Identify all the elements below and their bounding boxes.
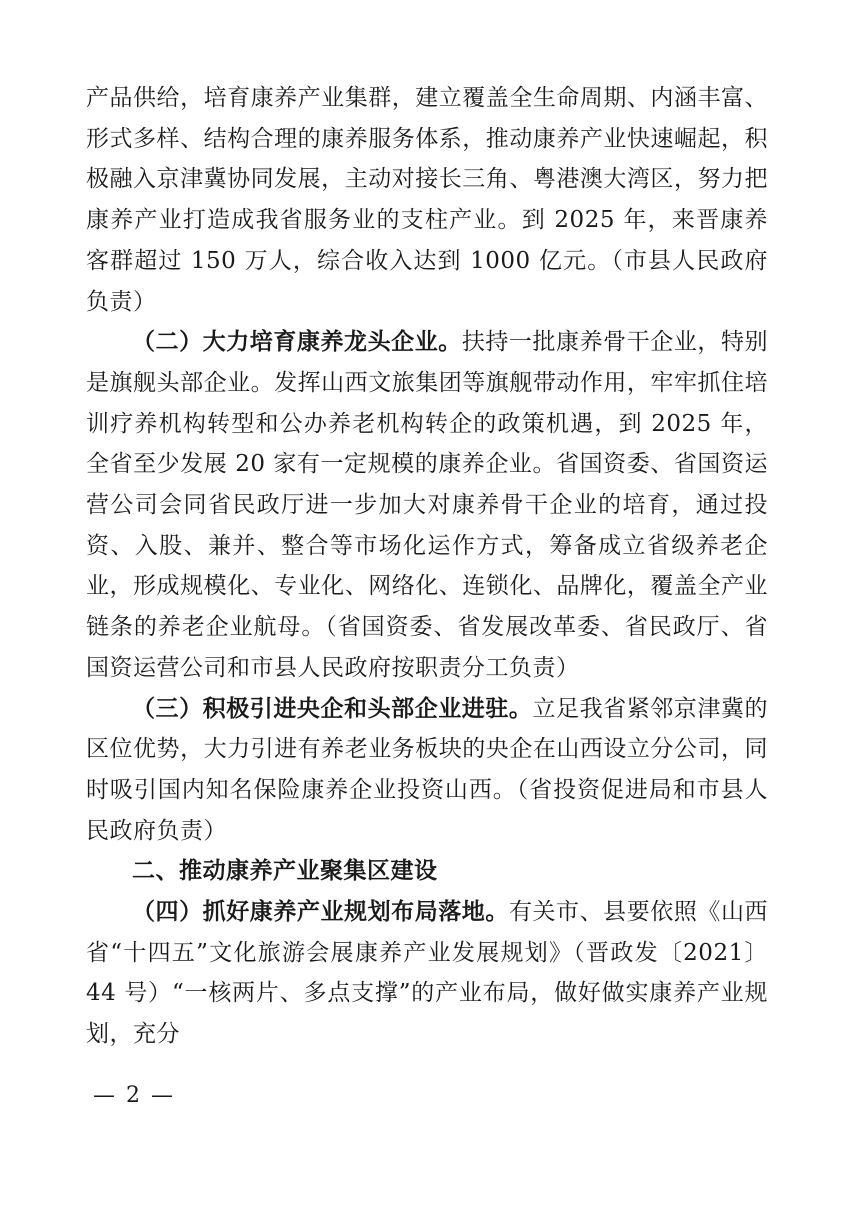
paragraph-4 bbox=[86, 892, 768, 1055]
paragraph-4-lead: （四）抓好康养产业规划布局落地。 bbox=[132, 899, 509, 926]
paragraph-2-text: 扶持一批康养骨干企业，特别是旗舰头部企业。发挥山西文旅集团等旗舰带动作用，牢牢抓住培训疗养机构转型和公办养老机构转企的政策机遇，到 2025 年，全省至少发展 20 家有一定规模的康养企业。省国资委、省国资运营公司会同省民政厅进一步加大对康养骨干企业的培育，通过投资、入股、兼并、整合等市场化运作方式，筹备成立省级养老企业，形成规模化、专业化、网络化、连锁化、品牌化，覆盖全产业链条的养老企业航母。（省国资委、省发展改革委、省民政厅、省国资运营公司和市县人民政府按职责分工负责） bbox=[86, 329, 769, 681]
paragraph-1-text: 产品供给，培育康养产业集群，建立覆盖全生命周期、内涵丰富、形式多样、结构合理的康养服务体系，推动康养产业快速崛起，积极融入京津冀协同发展，主动对接长三角、粤港澳大湾区，努力把康养产业打造成我省服务业的支柱产业。到 2025 年，来晋康养客群超过 150 万人，综合收入达到 1000 亿元。（市县人民政府负责） bbox=[86, 85, 768, 315]
paragraph-3 bbox=[86, 689, 768, 852]
document-body bbox=[86, 78, 768, 1055]
paragraph-3-lead: （三）积极引进央企和头部企业进驻。 bbox=[132, 695, 533, 722]
paragraph-2 bbox=[86, 322, 768, 688]
paragraph-3-text: 立足我省紧邻京津冀的区位优势，大力引进有养老业务板块的央企在山西设立分公司，同时吸引国内知名保险康养企业投资山西。（省投资促进局和市县人民政府负责） bbox=[86, 695, 769, 844]
paragraph-4-text: 有关市、县要依照《山西省“十四五”文化旅游会展康养产业发展规划》（晋政发〔2021〕44 号）“一核两片、多点支撑”的产业布局，做好做实康养产业规划，充分 bbox=[86, 899, 769, 1048]
paragraph-1 bbox=[86, 78, 768, 322]
section-heading: 二、推动康养产业聚集区建设 bbox=[132, 858, 438, 885]
page-number: — 2 — bbox=[93, 1083, 175, 1108]
paragraph-2-lead: （二）大力培育康养龙头企业。 bbox=[132, 329, 462, 356]
